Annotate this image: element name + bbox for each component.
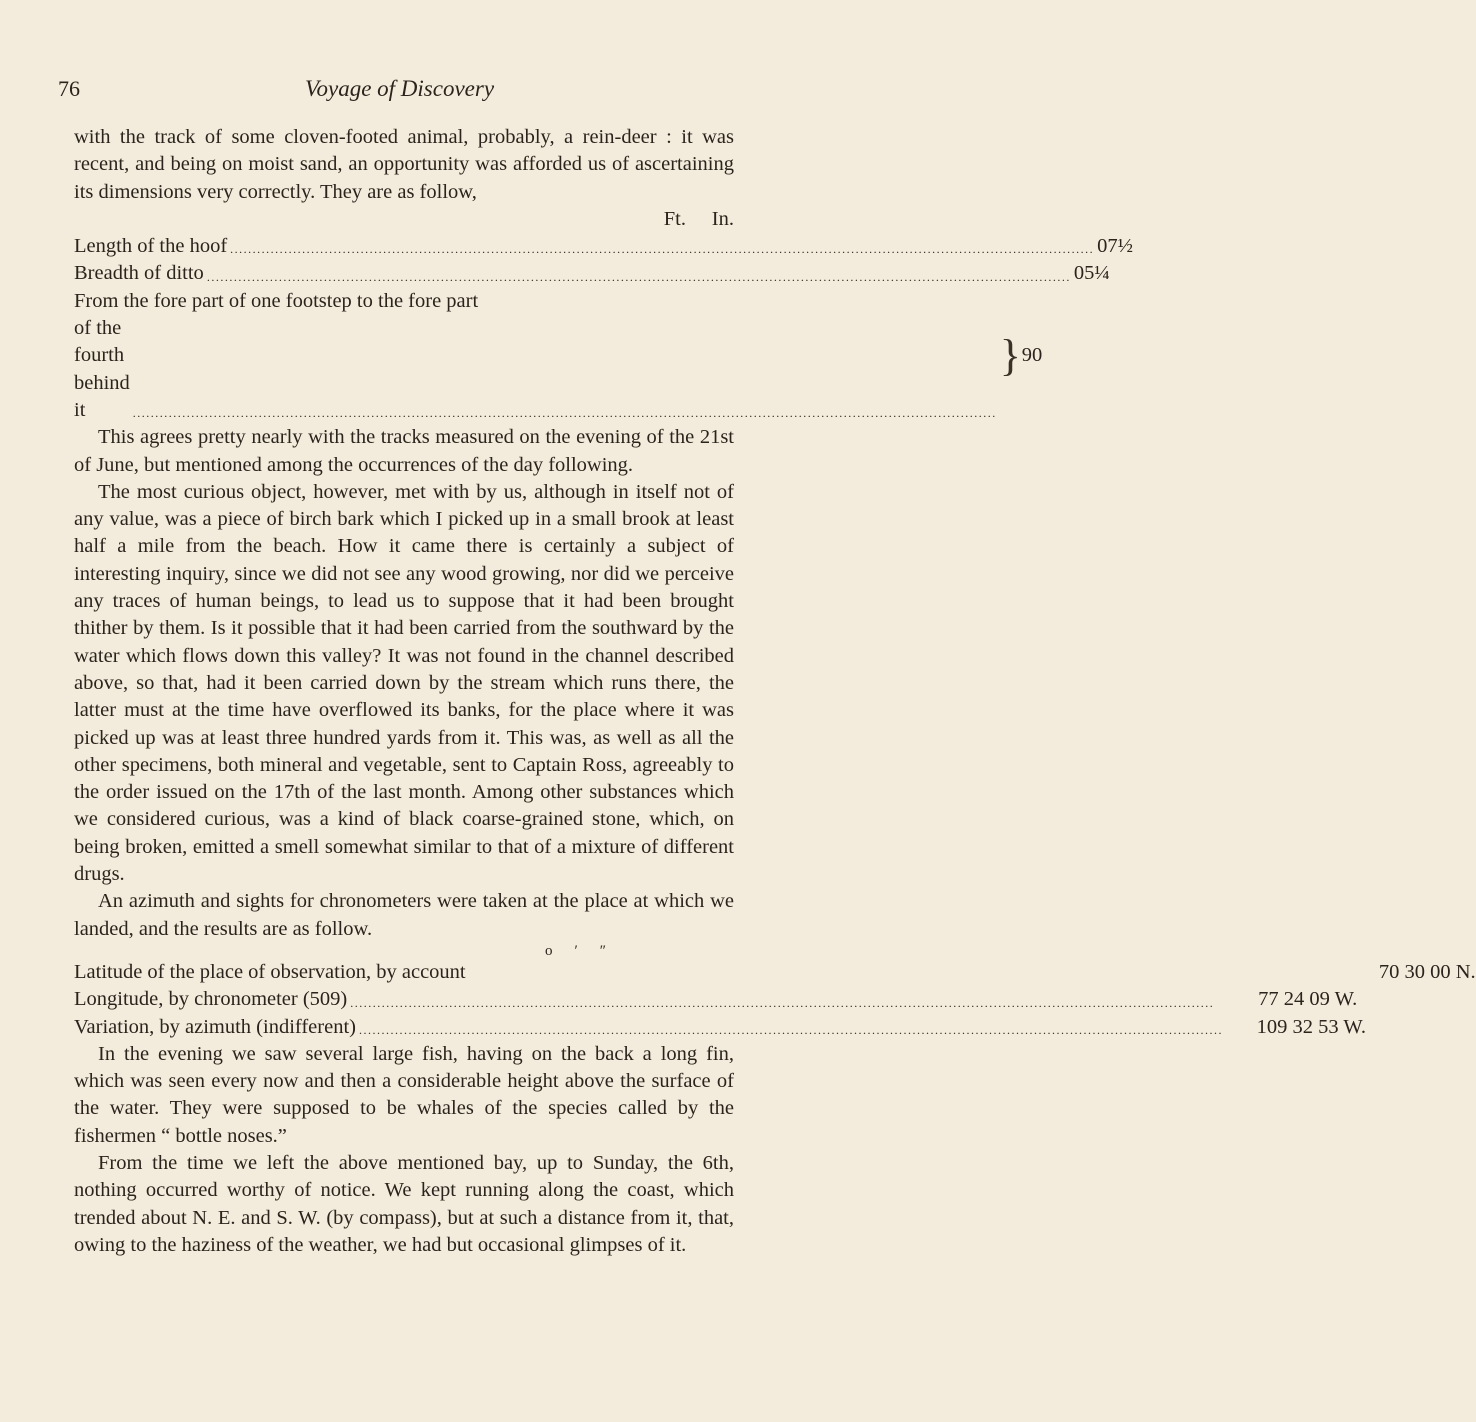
- second-symbol: ″: [599, 942, 606, 959]
- unit-inches: In.: [711, 207, 734, 230]
- observation-value: 109 32 53 W.: [1256, 1015, 1366, 1038]
- observation-row: [74, 959, 1476, 986]
- degree-symbol: o: [544, 942, 553, 959]
- running-head: Voyage of Discovery: [305, 76, 495, 101]
- measurement-row: [74, 260, 1110, 287]
- measurement-label: Breadth of ditto: [74, 262, 204, 285]
- paragraph-4: An azimuth and sights for chronometers were taken at the place at which we landed, and the results are as follow.: [74, 890, 734, 940]
- observation-label: Latitude of the place of observation, by account: [74, 960, 466, 983]
- dot-leader: [356, 1019, 1226, 1041]
- dot-leader: [347, 992, 1217, 1014]
- measurement-feet: 0: [1097, 235, 1108, 258]
- observation-row: [74, 986, 1358, 1013]
- curly-brace-icon: }: [999, 331, 1021, 381]
- angle-symbols: [74, 943, 734, 959]
- page-number: 76: [58, 76, 80, 101]
- footstep-line-2-wrap: [74, 315, 1000, 424]
- paragraph-6: From the time we left the above mentioned bay, up to Sunday, the 6th, nothing occurred worthy of notice. We kept running along the coast, which trended about N. E. and S. W. (by compass), but at such a distance from it, that, owing to the haziness of the weather, we had but occasional glimpses of it.: [74, 1151, 734, 1256]
- unit-feet: Ft.: [663, 207, 686, 230]
- observation-label: Longitude, by chronometer (509): [74, 988, 348, 1011]
- paragraph-1: with the track of some cloven-footed animal, probably, a rein-deer : it was recent, and being on moist sand, an opportunity was afforded us of ascertaining its dimensions very correctly. They are as follow,: [74, 126, 734, 203]
- dot-leader: [227, 238, 1097, 260]
- observation-label: Variation, by azimuth (indifferent): [74, 1015, 356, 1038]
- footstep-row: [74, 288, 1043, 424]
- measurement-feet: 0: [1073, 262, 1085, 285]
- page-header: [58, 76, 738, 116]
- measurement-inches: 5¼: [1084, 262, 1110, 285]
- footstep-line-1: From the fore part of one footstep to the fore part: [74, 289, 479, 312]
- paragraph-5: In the evening we saw several large fish, having on the back a long fin, which was seen every now and then a considerable height above the surface of the water. They were supposed to be whales of the species called by the fishermen “ bottle noses.”: [74, 1042, 734, 1147]
- measurement-row: [74, 233, 1134, 260]
- dot-leader: [130, 402, 1000, 424]
- observation-row: [74, 1014, 1366, 1041]
- footstep-inches: 0: [1032, 344, 1043, 367]
- footstep-label: [74, 288, 1000, 424]
- paragraph-3: The most curious object, however, met with by us, although in itself not of any value, was a piece of birch bark which I picked up in a small brook at least half a mile from the beach. How it came there is certainly a subject of interesting inquiry, since we did not see any wood growing, nor did we perceive any traces of human beings, to lead us to suppose that it had been brought thither by them. Is it possible that it had been carried from the southward by the water which flows down this valley? It was not found in the channel described above, so that, had it been carried down by the stream which runs there, the latter must at the time have overflowed its banks, for the place where it was picked up was at least three hundred yards from it. This was, as well as all the other specimens, both mineral and vegetable, sent to Captain Ross, agreeably to the order issued on the 17th of the last month. Among other substances which we considered curious, was a kind of black coarse-grained stone, which, on being broken, emitted a smell somewhat similar to that of a mixture of different drugs.: [74, 480, 734, 886]
- observation-value: 77 24 09 W.: [1258, 988, 1358, 1011]
- observations-table: [74, 942, 1476, 1041]
- measurement-inches: 7½: [1107, 235, 1134, 258]
- measurements-table: [74, 206, 1134, 424]
- footstep-line-2: of the fourth behind it: [74, 317, 130, 421]
- paragraph-2: This agrees pretty nearly with the tracks measured on the evening of the 21st of June, but mentioned among the occurrences of the day following.: [74, 426, 734, 476]
- measurement-units: [74, 206, 734, 233]
- minute-symbol: ′: [574, 942, 578, 959]
- body-text: [74, 124, 1476, 1259]
- footstep-feet: 9: [1021, 344, 1033, 367]
- observation-value: 70 30 00 N.: [1378, 960, 1476, 983]
- footstep-values: [1018, 342, 1043, 369]
- measurement-label: Length of the hoof: [74, 235, 228, 258]
- dot-leader: [204, 266, 1074, 288]
